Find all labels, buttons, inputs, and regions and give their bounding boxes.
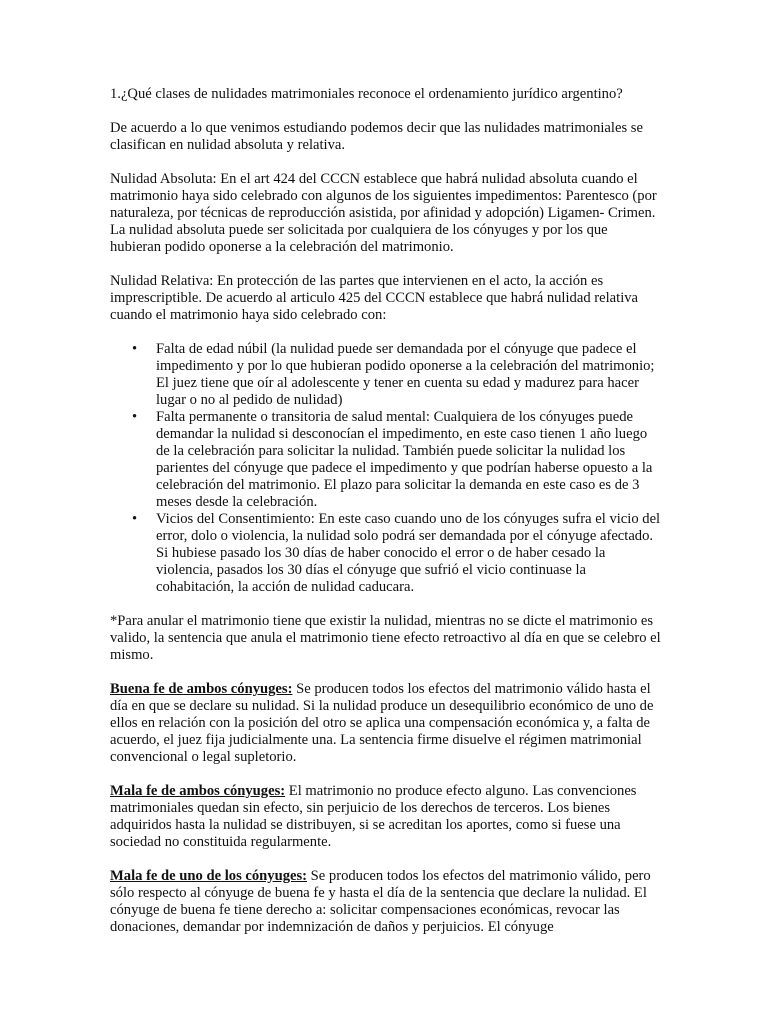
note-paragraph: *Para anular el matrimonio tiene que existir la nulidad, mientras no se dicte el matrimonio es valido, la sentencia que anula el matrimonio tiene efecto retroactivo al día en que se celebro el mismo. [110,613,661,663]
list-item-text: Falta de edad núbil (la nulidad puede ser demandada por el cónyuge que padece el impedimento y por lo que hubieran podido oponerse a la celebración del matrimonio; El juez tiene que oír al adolescente y tener en cuenta su edad y madurez para hacer lugar o no al pedido de nulidad) [156,341,655,408]
buena-fe-text: Se producen todos los efectos del matrimonio válido hasta el día en que se declare su nulidad. Si la nulidad produce un desequilibrio económico de uno de ellos en relación con la posición del otro se aplica una compensación económica y, a falta de acuerdo, el juez fija judicialmente una. La sentencia firme disuelve el régimen matrimonial convencional o legal supletorio. [110,681,654,765]
nulidad-relativa-paragraph: Nulidad Relativa: En protección de las partes que intervienen en el acto, la acción es imprescriptible. De acuerdo al articulo 425 del CCCN establece que habrá nulidad relativa cuando el matrimonio haya sido celebrado con: [110,273,639,323]
list-item [132,341,662,409]
list-item-text: Falta permanente o transitoria de salud mental: Cualquiera de los cónyuges puede demandar la nulidad si desconocían el impedimento, en este caso tienen 1 año luego de la celebración para solicitar la nulidad. También puede solicitar la nulidad los parientes del cónyuge que padece el impedimento y que podrían haberse opuesto a la celebración del matrimonio. El plazo para solicitar la demanda en este caso es de 3 meses desde la celebración. [156,409,653,510]
list-item [132,511,662,596]
bullet-icon: • [132,341,138,357]
impedimentos-list [110,341,662,596]
intro-paragraph: De acuerdo a lo que venimos estudiando podemos decir que las nulidades matrimoniales se clasifican en nulidad absoluta y relativa. [110,120,643,153]
list-item-text: Vicios del Consentimiento: En este caso cuando uno de los cónyuges sufra el vicio del error, dolo o violencia, la nulidad solo podrá ser demandada por el cónyuge afectado. Si hubiese pasado los 30 días de haber conocido el error o de haber cesado la violencia, pasados los 30 días el cónyuge que sufrió el vicio continuase la cohabitación, la acción de nulidad caducara. [156,511,661,595]
buena-fe-paragraph [110,681,662,766]
document-page [110,86,662,953]
buena-fe-heading: Buena fe de ambos cónyuges: [110,681,293,697]
list-item [132,409,662,511]
bullet-icon: • [132,409,138,425]
question-paragraph: 1.¿Qué clases de nulidades matrimoniales reconoce el ordenamiento jurídico argentino? [110,86,623,102]
mala-fe-uno-paragraph [110,868,662,936]
mala-fe-uno-heading: Mala fe de uno de los cónyuges: [110,868,308,884]
nulidad-absoluta-paragraph: Nulidad Absoluta: En el art 424 del CCCN establece que habrá nulidad absoluta cuando el matrimonio haya sido celebrado con algunos de los siguientes impedimentos: Parentesco (por naturaleza, por técnicas de reproducción asistida, por afinidad y adopción) Ligamen- Crimen. La nulidad absoluta puede ser solicitada por cualquiera de los cónyuges y por los que hubieran podido oponerse a la celebración del matrimonio. [110,171,657,255]
mala-fe-uno-text: Se producen todos los efectos del matrimonio válido, pero sólo respecto al cónyuge de buena fe y hasta el día de la sentencia que declare la nulidad. El cónyuge de buena fe tiene derecho a: solicitar compensaciones económicas, revocar las donaciones, demandar por indemnización de daños y perjuicios. El cónyuge [110,868,651,935]
mala-fe-ambos-text: El matrimonio no produce efecto alguno. Las convenciones matrimoniales quedan sin efecto, sin perjuicio de los derechos de terceros. Los bienes adquiridos hasta la nulidad se distribuyen, si se acreditan los aportes, como si fuese una sociedad no constituida regularmente. [110,783,637,850]
mala-fe-ambos-paragraph [110,783,662,851]
bullet-icon: • [132,511,138,527]
mala-fe-ambos-heading: Mala fe de ambos cónyuges: [110,783,286,799]
